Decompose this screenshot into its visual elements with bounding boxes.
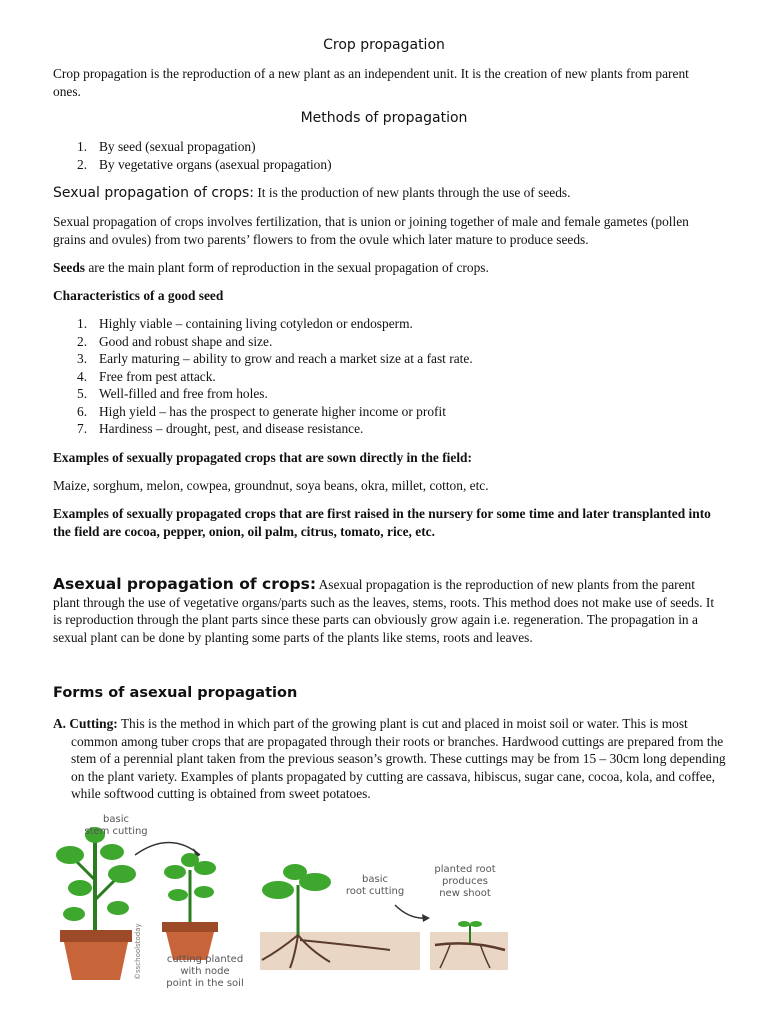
characteristics-list <box>53 315 715 438</box>
sexual-definition: It is the production of new plants through the use of seeds. <box>253 185 571 200</box>
watermark: ©sschoolstoday <box>134 923 142 980</box>
intro-paragraph: Crop propagation is the reproduction of a new plant as an independent unit. It is the creation of new plants from parent ones. <box>53 66 689 99</box>
list-item: 1. Highly viable – containing living cotyledon or endosperm. <box>77 316 413 331</box>
seeds-paragraph: Seeds are the main plant form of reproduction in the sexual propagation of crops. <box>53 260 489 275</box>
asexual-heading: Asexual propagation of crops: <box>53 575 317 593</box>
list-item: 3. Early maturing – ability to grow and reach a market size at a fast rate. <box>77 351 473 366</box>
list-item: 2. By vegetative organs (asexual propagation) <box>77 156 332 172</box>
asexual-propagation-paragraph <box>53 576 715 646</box>
methods-list <box>53 138 715 173</box>
list-item: 4. Free from pest attack. <box>77 368 216 384</box>
svg-text:new shoot: new shoot <box>439 888 491 899</box>
cutting-term: Cutting: <box>69 716 118 731</box>
cutting-label: A. <box>53 716 67 731</box>
fertilization-paragraph: Sexual propagation of crops involves fertilization, that is union or joining together of male and female gametes (pollen grains and ovules) from two parents’ flowers to from the ovule which later mature to produce seeds. <box>53 214 689 247</box>
forms-heading: Forms of asexual propagation <box>53 685 298 701</box>
svg-text:with node: with node <box>180 966 230 977</box>
svg-text:stem cutting: stem cutting <box>84 826 148 837</box>
root-cutting-label: basic <box>362 874 388 885</box>
stem-cutting-parent-plant <box>56 827 136 980</box>
characteristics-heading: Characteristics of a good seed <box>53 288 224 303</box>
stem-cutting-label: basic <box>103 814 129 825</box>
list-item: 6. High yield – has the prospect to generate higher income or profit <box>77 403 446 419</box>
list-item: 2. Good and robust shape and size. <box>77 333 273 349</box>
methods-heading: Methods of propagation <box>300 110 468 126</box>
list-item: 1. By seed (sexual propagation) <box>77 139 256 154</box>
list-item: 5. Well-filled and free from holes. <box>77 386 268 401</box>
asexual-definition: Asexual propagation is the reproduction of new plants from the parent plant through the use of vegetative organs/parts such as the leaves, stems, roots. This method does not make use of seeds. It is reproduction through the plant parts since these parts can obviously grow again i.e. regeneration. The propagation in a sexual plant can be done by planting some parts of the plants like stems, roots and leaves. <box>53 577 715 645</box>
cutting-illustration <box>50 810 510 990</box>
list-item: 7. Hardiness – drought, pest, and disease resistance. <box>77 421 364 436</box>
new-shoot-plant <box>430 921 508 970</box>
svg-text:root cutting: root cutting <box>345 886 405 897</box>
seeds-term: Seeds <box>53 260 85 275</box>
nursery-paragraph: Examples of sexually propagated crops that are first raised in the nursery for some time and later transplanted into the field are cocoa, pepper, onion, oil palm, citrus, tomato, rice, etc. <box>53 506 711 539</box>
sexual-heading: Sexual propagation of crops: <box>53 185 254 201</box>
svg-text:point in the soil: point in the soil <box>166 978 244 989</box>
new-shoot-label: planted root <box>434 864 496 875</box>
svg-text:produces: produces <box>442 876 488 887</box>
sexual-propagation-paragraph <box>53 184 715 203</box>
root-cutting-parent-plant <box>260 864 420 970</box>
page-title: Crop propagation <box>323 37 445 53</box>
planted-cutting <box>162 853 218 960</box>
direct-sown-heading: Examples of sexually propagated crops that are sown directly in the field: <box>53 450 472 465</box>
planted-cutting-label: cutting planted <box>166 954 244 965</box>
cutting-paragraph: A. Cutting: This is the method in which part of the growing plant is cut and placed in moist soil or water. This is most common among tuber crops that are propagated through their roots or branches. Hardwood cuttings are prepared from the stem of a perennial plant taken from the previous season’s growth. These cuttings may be from 15 – 30cm long depending on the plant variety. Examples of plants propagated by cutting are cassava, hibiscus, sugar cane, cocoa, kola, and coffee, while softwood cutting is obtained from sweet potatoes. <box>53 716 726 801</box>
direct-sown-list: Maize, sorghum, melon, cowpea, groundnut, soya beans, okra, millet, cotton, etc. <box>53 478 489 493</box>
